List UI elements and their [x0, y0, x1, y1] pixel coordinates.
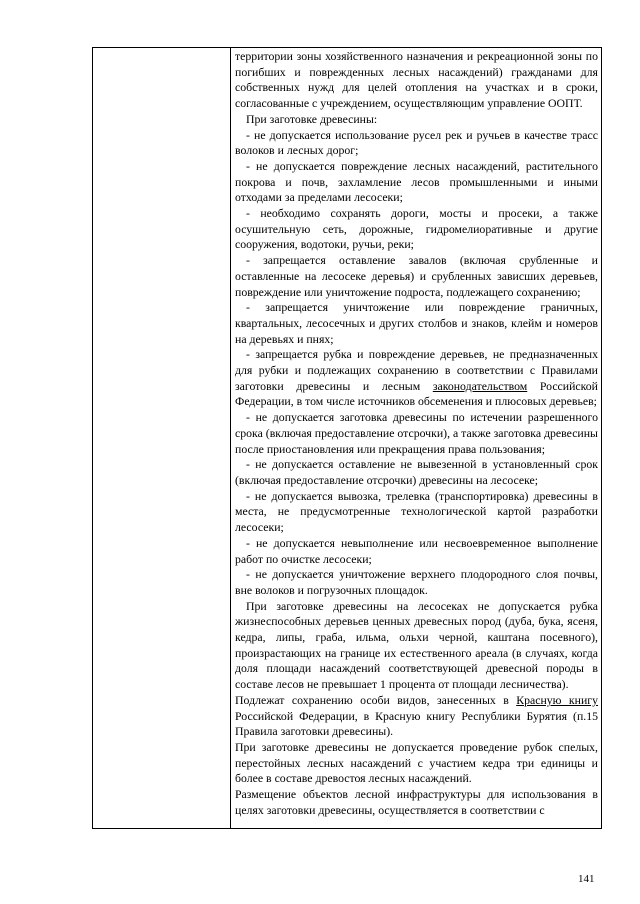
paragraph: - не допускается уничтожение верхнего плодородного слоя почвы, вне волоков и погрузочных площадок. — [235, 567, 598, 597]
paragraph: - не допускается вывозка, трелевка (транспортировка) древесины в места, не предусмотренные технологической картой разработки лесосеки; — [235, 488, 598, 535]
paragraph: - запрещается уничтожение или повреждение граничных, квартальных, лесосечных и других столбов и знаков, клейм и номеров на деревьях и пнях; — [235, 300, 598, 346]
paragraph-text: Российской Федерации, в Красную книгу Республики Бурятия (п.15 Правила заготовки древесины). — [235, 708, 598, 739]
paragraph: - не допускается использование русел рек и ручьев в качестве трасс волоков и лесных дорог; — [235, 127, 598, 158]
right-text-cell — [231, 48, 602, 829]
content-table — [92, 47, 602, 829]
paragraph: территории зоны хозяйственного назначения и рекреационной зоны по погибших и поврежденных лесных насаждений) гражданами для собственных нужд для целей отопления на участках и в сроки, согласованные с учреждением, осуществляющим управление ООПТ. — [235, 49, 598, 111]
legislation-link[interactable]: законодательством — [432, 378, 528, 393]
paragraph — [235, 693, 598, 740]
paragraph-text: Российской Федерации, в том числе источников обсеменения и плюсовых деревьев; — [235, 378, 598, 409]
paragraph — [235, 347, 598, 410]
paragraph: - необходимо сохранять дороги, мосты и просеки, а также осушительную сеть, дорожные, гидромелиоративные и другие сооружения, водотоки, ручьи, реки; — [235, 206, 598, 252]
left-empty-cell — [93, 48, 231, 829]
cell-body — [231, 48, 601, 827]
paragraph: - не допускается повреждение лесных насаждений, растительного покрова и почв, захламление лесов промышленными и иными отходами за пределами лесосеки; — [235, 158, 598, 205]
paragraph: Размещение объектов лесной инфраструктуры для использования в целях заготовки древесины, осуществляется в соответствии с — [235, 787, 598, 817]
paragraph: - не допускается заготовка древесины по истечении разрешенного срока (включая предоставление отсрочки), а также заготовка древесины после приостановления или прекращения права пользования; — [235, 410, 598, 456]
paragraph-text: - запрещается рубка и повреждение деревьев, не предназначенных для рубки и подлежащих сохранению в соответствии с Правилами заготовки древесины и лесным — [235, 347, 598, 393]
paragraph: - не допускается оставление не вывезенной в установленный срок (включая предоставление отсрочки) древесины на лесосеке; — [235, 457, 598, 487]
red-book-link[interactable]: Красную книгу — [516, 692, 598, 707]
page-number: 141 — [578, 873, 595, 885]
paragraph: При заготовке древесины на лесосеках не допускается рубка жизнеспособных деревьев ценных древесных пород (дуба, бука, ясеня, кедра, липы, граба, ильма, ольхи черной, каштана посевного), произрастающих на границе их естественного ареала (в случаях, когда доля площади насаждений соответствующей древесной породы в составе лесов не превышает 1 процента от площади лесничества). — [235, 598, 598, 692]
table-row — [93, 48, 602, 829]
paragraph: При заготовке древесины не допускается проведение рубок спелых, перестойных лесных насаждений с участием кедра три единицы и более в составе древостоя лесных насаждений. — [235, 739, 598, 786]
paragraph: - не допускается невыполнение или несвоевременное выполнение работ по очистке лесосеки; — [235, 535, 598, 566]
paragraph-text: Подлежат сохранению особи видов, занесенных в — [235, 692, 517, 707]
paragraph: При заготовке древесины: — [246, 111, 378, 126]
paragraph: - запрещается оставление завалов (включая срубленные и оставленные на лесосеке деревья) и срубленных зависших деревьев, повреждение или уничтожение подроста, подлежащего сохранению; — [235, 253, 598, 299]
